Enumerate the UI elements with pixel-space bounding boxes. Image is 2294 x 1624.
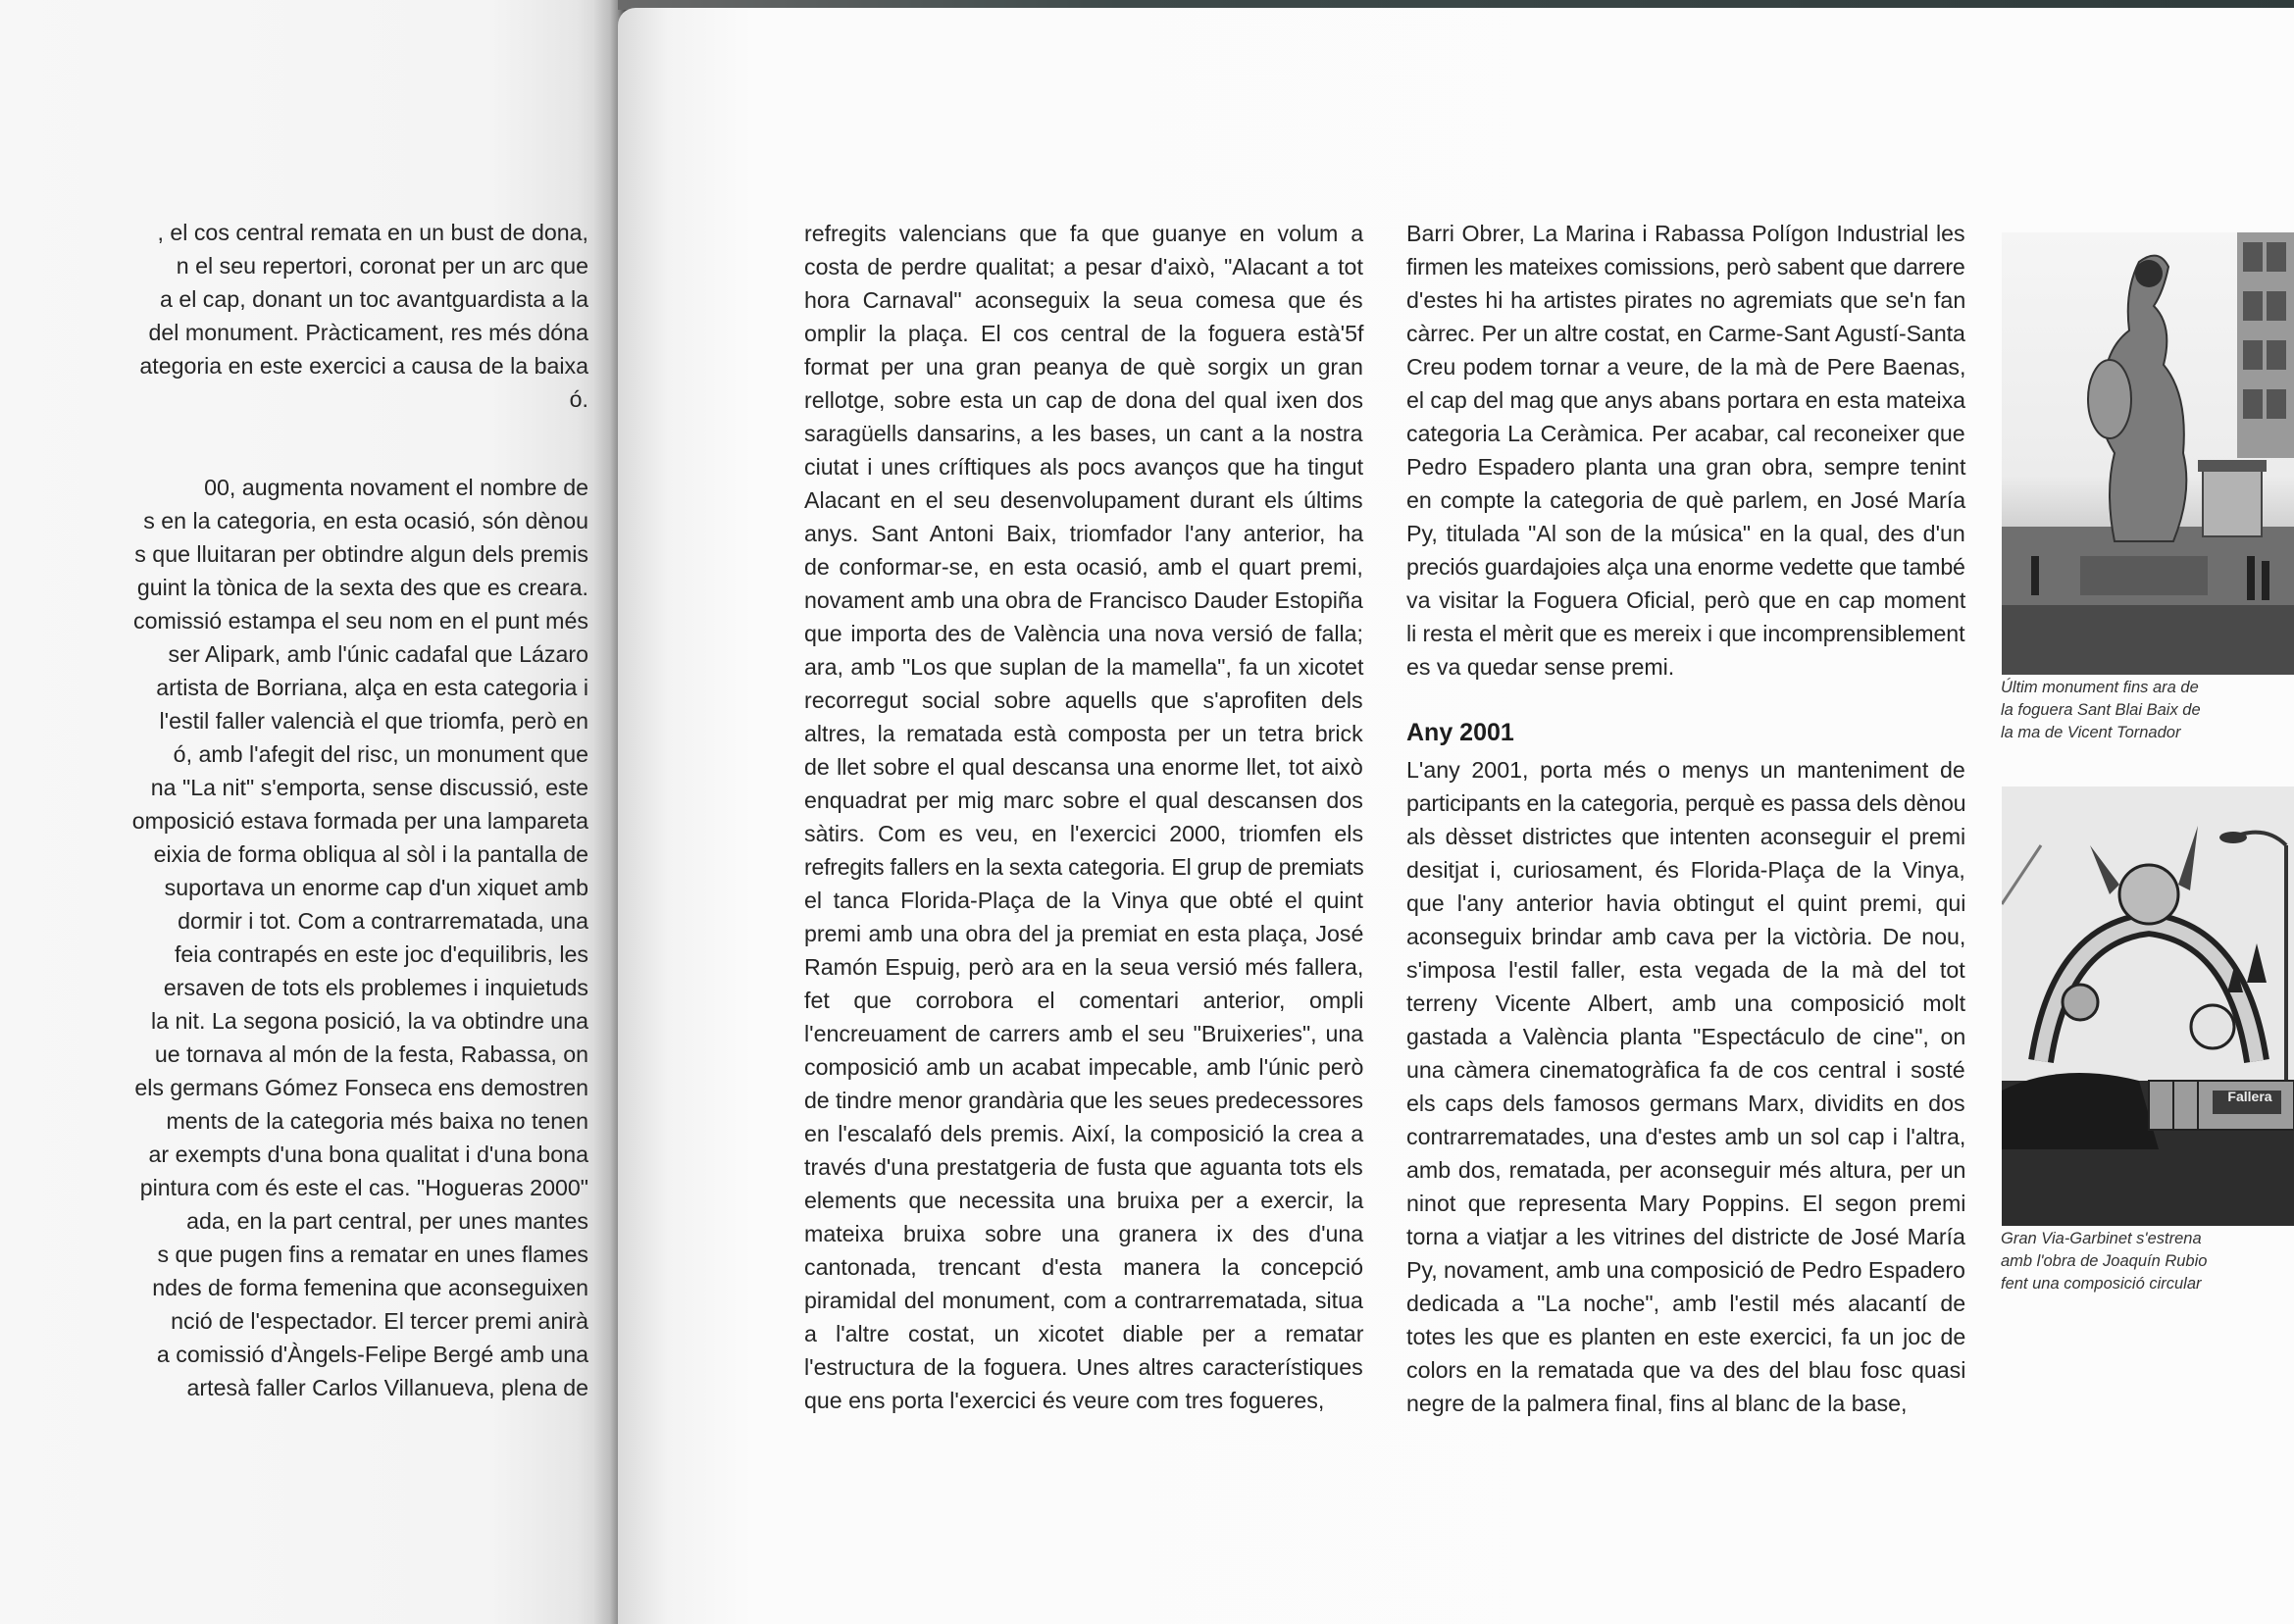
text-line: el cap del mag que anys abans portara en esta mateixa	[1406, 387, 1966, 413]
text-line: als dèsset districtes que intenten aconseguir el premi	[1406, 824, 1966, 849]
text-line: terreny Vicente Albert, amb una composició molt	[1406, 990, 1966, 1016]
text-line: Alacant en el seu desenvolupament durant els últims	[804, 487, 1363, 513]
text-line: artesà faller Carlos Villanueva, plena de	[186, 1375, 588, 1400]
text-line: omposició estava formada per una lampareta	[131, 808, 588, 834]
text-line: elements que necessita una bruixa per a exercir, la	[804, 1188, 1364, 1213]
text-line: Ramón Espuig, però ara en la seua versió més fallera,	[804, 954, 1364, 980]
text-line: altres, la rematada està composta per un tetra brick	[804, 721, 1363, 746]
text-line: d'estes hi ha artistes pirates no agremiats que se'n fan	[1406, 287, 1966, 313]
text-line: s'imposa l'estil faller, esta vegada de la mà del tot	[1406, 957, 1965, 983]
text-line: saragüells dansarins, a les bases, un cant a la nostra	[804, 421, 1363, 446]
text-line: ategoria en este exercici a causa de la baixa	[139, 353, 588, 379]
left-paragraph-2	[78, 471, 588, 1404]
photo-gran-via-garbinet	[2002, 787, 2294, 1226]
text-line: recorregut social sobre aquells que s'aprofiten dels	[804, 687, 1363, 713]
text-line: ó.	[569, 386, 588, 412]
text-line: categoria La Ceràmica. Per acabar, cal reconeixer que	[1406, 421, 1965, 446]
text-line: costa de perdre qualitat; a pesar d'això, "Alacant a tot	[804, 254, 1363, 279]
text-line: na "La nit" s'emporta, sense discussió, este	[150, 775, 588, 800]
text-line: totes les que es planten en este exercici, fa un joc de	[1406, 1324, 1966, 1349]
text-line: ada, en la part central, per unes mantes	[186, 1208, 588, 1234]
text-line: través d'una prestatgeria de fusta que aguanta tots els	[804, 1154, 1363, 1180]
left-paragraph-1	[78, 216, 588, 416]
text-line: composició amb un acabat impecable, amb l'únic però	[804, 1054, 1364, 1080]
text-line: pintura com és este el cas. "Hogueras 2000"	[139, 1175, 588, 1200]
text-line: ndes de forma femenina que aconseguixen	[152, 1275, 588, 1300]
text-line: a l'altre costat, un xicotet diable per a rematar	[804, 1321, 1364, 1346]
text-line: l'estil faller valencià el que triomfa, però en	[159, 708, 588, 734]
text-line: aconseguix brindar amb cava per la victòria. De nou,	[1406, 924, 1966, 949]
text-line: la nit. La segona posició, la va obtindre una	[150, 1008, 588, 1034]
text-line: ó, amb l'afegit del risc, un monument que	[173, 741, 588, 767]
text-line: una càmera cinematogràfica fa de cos central i sosté	[1406, 1057, 1965, 1083]
text-line: mateixa bruixa sobre una granera ix des d'una	[804, 1221, 1364, 1246]
text-line: ments de la categoria més baixa no tenen	[166, 1108, 588, 1134]
text-line: dedicada a "La noche", amb l'estil més alacantí de	[1406, 1291, 1966, 1316]
text-line: comissió estampa el seu nom en el punt més	[133, 608, 588, 634]
text-line: Py, titulada "Al son de la música" en la qual, des d'un	[1406, 521, 1965, 546]
caption-line: la ma de Vicent Tornador	[2001, 724, 2181, 741]
text-line: Pedro Espadero planta una gran obra, sempre tenint	[1406, 454, 1966, 480]
text-line: s en la categoria, en esta ocasió, són dènou	[143, 508, 588, 533]
text-line: ar exempts d'una bona qualitat i d'una bona	[148, 1142, 588, 1167]
caption-line: amb l'obra de Joaquín Rubio	[2001, 1252, 2208, 1270]
text-line: L'any 2001, porta més o menys un manteniment de	[1406, 757, 1965, 783]
text-line: refregits fallers en la sexta categoria. El grup de premiats	[804, 854, 1364, 880]
text-line: va visitar la Foguera Oficial, però que en cap moment	[1406, 587, 1966, 613]
text-line: s que lluitaran per obtindre algun dels premis	[134, 541, 588, 567]
right-column-bottom-text	[1406, 753, 1965, 1420]
text-line: anys. Sant Antoni Baix, triomfador l'any anterior, ha	[804, 521, 1364, 546]
text-line: suportava un enorme cap d'un xiquet amb	[164, 875, 588, 900]
text-line: a el cap, donant un toc avantguardista a la	[159, 286, 588, 312]
text-line: els germans Gómez Fonseca ens demostren	[134, 1075, 588, 1100]
text-line: firmen les mateixes comissions, però sabent que darrere	[1406, 254, 1965, 279]
text-line: preciós guardajoies alça una enorme vedette que també	[1406, 554, 1965, 580]
text-line: que importa des de València una nova versió de falla;	[804, 621, 1363, 646]
text-line: piramidal del monument, com a contrarrematada, situa	[804, 1288, 1363, 1313]
text-line: l'estructura de la foguera. Unes altres característiques	[804, 1354, 1363, 1380]
right-column-top-text	[1406, 217, 1965, 684]
middle-column-text	[804, 217, 1363, 1417]
text-line: de tindre menor grandària que les seues predecessores	[804, 1088, 1363, 1113]
text-line: cantonada, trencant d'esta manera la concepció	[804, 1254, 1363, 1280]
text-line: nció de l'espectador. El tercer premi anirà	[171, 1308, 588, 1334]
text-line: Creu podem tornar a veure, de la mà de Pere Baenas,	[1406, 354, 1966, 380]
text-line: format per una gran peanya de què sorgix un gran	[804, 354, 1363, 380]
text-line: ciutat i unes críftiques als pocs avanços que ha tingut	[804, 454, 1364, 480]
text-line: 00, augmenta novament el nombre de	[204, 475, 588, 500]
text-line: novament amb una obra de Francisco Dauder Estopiña	[804, 587, 1363, 613]
text-line: de llet sobre el qual descansa una enorme llet, tot això	[804, 754, 1363, 780]
text-line: hora Carnaval" aconseguix la seua comesa que és	[804, 287, 1363, 313]
text-line: a comissió d'Àngels-Felipe Bergé amb una	[156, 1342, 588, 1367]
caption-photo-1	[2001, 677, 2256, 744]
text-line: del monument. Pràcticament, res més dóna	[148, 320, 588, 345]
photo-monument-sant-blai	[2002, 232, 2294, 675]
text-line: dormir i tot. Com a contrarrematada, una	[178, 908, 588, 934]
text-line: eixia de forma obliqua al sòl i la pantalla de	[153, 841, 588, 867]
text-line: fet que corrobora el comentari anterior, ompli	[804, 988, 1364, 1013]
text-line: s que pugen fins a rematar en unes flames	[157, 1242, 588, 1267]
text-line: negre de la palmera final, fins al blanc de la base,	[1406, 1391, 1908, 1416]
text-line: refregits valencians que fa que guanye en volum a	[804, 221, 1364, 246]
fallera-sign: Fallera	[2227, 1089, 2272, 1104]
text-line: artista de Borriana, alça en esta categoria i	[156, 675, 588, 700]
text-line: colors en la rematada que va des del blau fosc quasi	[1406, 1357, 1966, 1383]
text-line: el tanca Florida-Plaça de la Vinya que obté el quint	[804, 888, 1363, 913]
text-line: l'encreuament de carrers amb el seu "Bruixeries", una	[804, 1021, 1364, 1046]
text-line: ara, amb "Los que suplan de la mamella", fa un xicotet	[804, 654, 1364, 680]
text-line: feia contrapés en este joc d'equilibris, les	[174, 941, 588, 967]
text-line: en compte la categoria de què parlem, en José María	[1406, 487, 1966, 513]
text-line: torna a viatjar a les vitrines del districte de José María	[1406, 1224, 1965, 1249]
text-line: càrrec. Per un altre costat, en Carme-Sant Agustí-Santa	[1406, 321, 1965, 346]
caption-line: Gran Via-Garbinet s'estrena	[2001, 1230, 2202, 1247]
text-line: participants en la categoria, perquè es passa dels dènou	[1406, 790, 1966, 816]
text-line: premi amb una obra del ja premiat en esta plaça, José	[804, 921, 1364, 946]
text-line: n el seu repertori, coronat per un arc que	[176, 253, 588, 279]
text-line: que l'any anterior havia obtingut el quint premi, qui	[1406, 890, 1966, 916]
text-line: es va quedar sense premi.	[1406, 654, 1675, 680]
left-page	[0, 0, 613, 1624]
text-line: ue tornava al món de la festa, Rabassa, on	[154, 1041, 588, 1067]
text-line: amb dos, rematada, per aconseguir més altura, per un	[1406, 1157, 1966, 1183]
text-line: li resta el mèrit que es mereix i que incomprensiblement	[1406, 621, 1965, 646]
text-line: rellotge, sobre esta un cap de dona del qual ixen dos	[804, 387, 1364, 413]
text-line: , el cos central remata en un bust de dona,	[157, 220, 588, 245]
text-line: gastada a València planta "Espectáculo de cine", on	[1406, 1024, 1966, 1049]
caption-photo-2	[2001, 1228, 2256, 1295]
text-line: contrarrematades, una d'estes amb un sol cap i l'altra,	[1406, 1124, 1966, 1149]
caption-line: Últim monument fins ara de	[2001, 679, 2199, 696]
text-line: ser Alipark, amb l'únic cadafal que Lázaro	[168, 641, 588, 667]
text-line: els caps dels famosos germans Marx, dividits en dos	[1406, 1091, 1965, 1116]
text-line: de conformar-se, en esta ocasió, amb el quart premi,	[804, 554, 1363, 580]
text-line: omplir la plaça. El cos central de la foguera està'5f	[804, 321, 1364, 346]
text-line: enquadrat per mig marc sobre el qual descansen dos	[804, 787, 1363, 813]
caption-line: la foguera Sant Blai Baix de	[2001, 701, 2201, 719]
text-line: Barri Obrer, La Marina i Rabassa Polígon Industrial les	[1406, 221, 1965, 246]
text-line: Py, novament, amb una composició de Pedro Espadero	[1406, 1257, 1965, 1283]
text-line: en l'escalafó dels premis. Així, la composició la crea a	[804, 1121, 1364, 1146]
text-line: guint la tònica de la sexta des que es creara.	[136, 575, 588, 600]
text-line: ninot que representa Mary Poppins. El segon premi	[1406, 1191, 1966, 1216]
text-line: sàtirs. Com es veu, en l'exercici 2000, triomfen els	[804, 821, 1364, 846]
left-page-text	[78, 216, 588, 1404]
section-heading: Any 2001	[1406, 719, 1514, 746]
text-line: ersaven de tots els problemes i inquietuds	[163, 975, 588, 1000]
text-line: desitjat i, curiosament, és Florida-Plaça de la Vinya,	[1406, 857, 1965, 883]
caption-line: fent una composició circular	[2001, 1275, 2202, 1293]
text-line: que ens porta l'exercici és veure com tres fogueres,	[804, 1388, 1325, 1413]
